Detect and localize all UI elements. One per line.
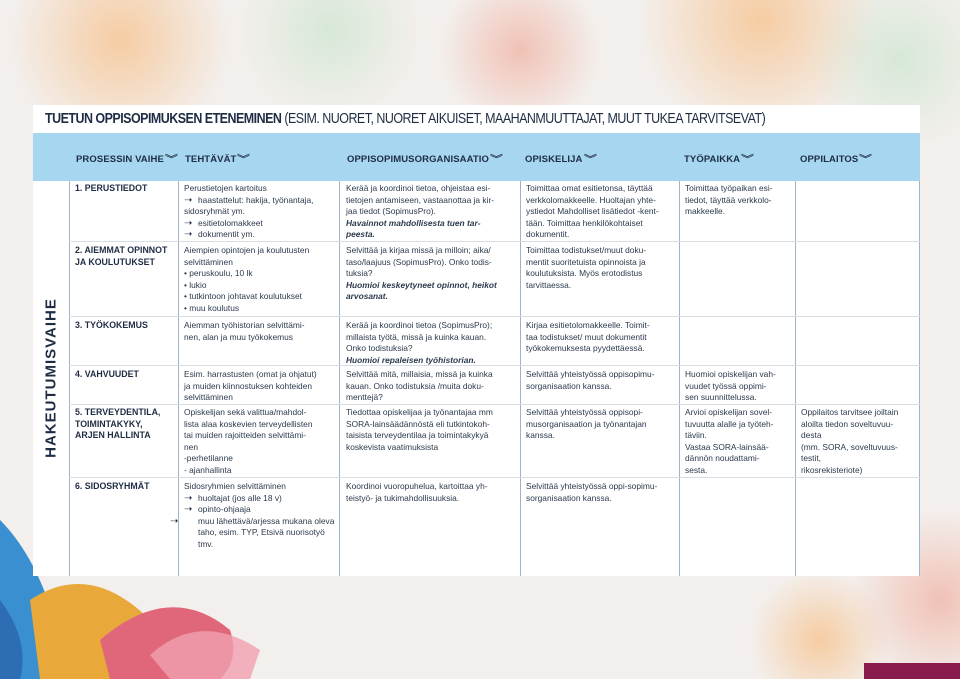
student-cell: Selvittää yhteistyössä oppisopi- musorganisaation ja työnantajan kanssa.: [526, 407, 647, 441]
org-cell: Selvittää ja kirjaa missä ja milloin; aika/ taso/laajuus (SopimusPro). Onko todis- tuksia? Huomioi keskeytyneet opinnot, heikot arvosanat.: [346, 245, 497, 302]
org-cell: Tiedottaa opiskelijaa ja työnantajaa mm SORA-lainsäädännöstä eli tutkintokoh- taisista terveydentilaa ja toimintakykyä koskevista vaatimuksista: [346, 407, 493, 452]
phase-label: 4. VAHVUUDET: [75, 369, 139, 379]
tasks-cell: Perustietojen kartoitus ➝ haastattelut: hakija, työnantaja, sidosryhmät ym. ➝ esitietolomakkeet ➝ dokumentit ym.: [184, 183, 314, 241]
chevron-down-icon: ︾: [490, 154, 503, 164]
arrow-right-icon: ➝: [184, 492, 193, 504]
org-cell: Selvittää mitä, millaisia, missä ja kuinka kauan. Onko todistuksia /muita doku- menttejä?: [346, 369, 493, 403]
header-process-phase: PROSESSIN VAIHE︾: [76, 154, 178, 165]
table-header: [33, 133, 920, 181]
tasks-cell: Esim. harrastusten (omat ja ohjatut) ja muiden kiinnostuksen kohteiden selvittäminen: [184, 369, 317, 403]
header-tasks: TEHTÄVÄT︾: [185, 154, 251, 165]
header-apprenticeship-org: OPPISOPIMUSORGANISAATIO︾: [347, 154, 503, 165]
accent-bar: [864, 663, 960, 679]
row-divider: [69, 241, 920, 242]
header-workplace: TYÖPAIKKA︾: [684, 154, 755, 165]
chevron-down-icon: ︾: [583, 154, 597, 164]
row-divider: [69, 477, 920, 478]
arrow-right-icon: ➝: [184, 194, 193, 206]
chevron-down-icon: ︾: [859, 154, 873, 164]
tasks-cell: Opiskelijan sekä valittua/mahdol- lista alaa koskevien terveydellisten tai muiden rajoitteiden selvittämi- nen -perhetilanne - ajanhallinta: [184, 407, 313, 475]
phase-label: 2. AIEMMAT OPINNOT JA KOULUTUKSET: [75, 245, 168, 267]
arrow-right-icon: ➝: [170, 515, 179, 527]
chevron-down-icon: ︾: [741, 154, 755, 164]
student-cell: Toimittaa todistukset/muut doku- mentit suoritetuista opinnoista ja koulutuksista. Myös erotodistus tarvittaessa.: [526, 245, 647, 290]
process-table-page: [33, 105, 920, 576]
row-divider: [69, 316, 920, 317]
tasks-cell: Sidosryhmien selvittäminen ➝ huoltajat (jos alle 18 v) ➝ opinto-ohjaaja ➝ muu lähettävä/arjessa mukana oleva taho, esim. TYP, Etsivä nuorisotyö tmv.: [170, 481, 335, 549]
workplace-cell: Huomioi opiskelijan vah- vuudet työssä oppimi- sen suunnittelussa.: [685, 369, 776, 403]
phase-label: 6. SIDOSRYHMÄT: [75, 481, 150, 491]
student-cell: Selvittää yhteistyössä oppi-sopimu- sorganisaation kanssa.: [526, 481, 658, 503]
phase-label: 1. PERUSTIEDOT: [75, 183, 148, 193]
phase-sidebar: [33, 181, 70, 576]
phase-label: 5. TERVEYDENTILA, TOIMINTAKYKY, ARJEN HALLINTA: [75, 407, 161, 441]
org-cell: Kerää ja koordinoi tietoa, ohjeistaa esi- tietojen antamiseen, vastaanottaa ja kir- jaa tiedot (SopimusPro). Havainnot mahdollisesta tuen tar- peesta.: [346, 183, 495, 240]
sidebar-label: HAKEUTUMISVAIHE: [42, 298, 60, 458]
page-title: TUETUN OPPISOPIMUKSEN ETENEMINEN (ESIM. NUORET, NUORET AIKUISET, MAAHANMUUTTAJAT, MUUT TUKEA TARVITSEVAT): [45, 111, 766, 127]
header-student: OPISKELIJA︾: [525, 154, 597, 165]
arrow-right-icon: ➝: [184, 504, 193, 516]
row-divider: [69, 365, 920, 366]
school-cell: Oppilaitos tarvitsee joiltain aloilta tiedon soveltuvuu- desta (mm. SORA, soveltuvuus- testit, rikosrekisteriote): [801, 407, 899, 475]
org-cell: Koordinoi vuoropuhelua, kartoittaa yh- teistyö- ja tukimahdollisuuksia.: [346, 481, 488, 503]
student-cell: Selvittää yhteistyössä oppisopimu- sorganisaation kanssa.: [526, 369, 655, 391]
student-cell: Kirjaa esitietolomakkeelle. Toimit- taa todistukset/ muut dokumentit työkokemuksesta pyydettäessä.: [526, 320, 650, 354]
chevron-down-icon: ︾: [165, 154, 178, 164]
student-cell: Toimittaa omat esitietonsa, täyttää verkkolomakkeelle. Huoltajan yhte- ystiedot Mahdolliset lisätiedot -kent- tään. Toimittaa henkilökohtaiset dokumentit.: [526, 183, 659, 240]
arrow-right-icon: ➝: [184, 229, 193, 241]
phase-label: 3. TYÖKOKEMUS: [75, 320, 148, 330]
tasks-cell: Aiemman työhistorian selvittämi- nen, alan ja muu työkokemus: [184, 320, 305, 342]
org-cell: Kerää ja koordinoi tietoa (SopimusPro); millaista työtä, missä ja kuinka kauan. Onko todistuksia? Huomioi repaleisen työhistorian.: [346, 320, 493, 365]
workplace-cell: Arvioi opiskelijan sovel- tuvuutta alalle ja työteh- täviin. Vastaa SORA-lainsää- dännön noudattami- sesta.: [685, 407, 774, 475]
workplace-cell: Toimittaa työpaikan esi- tiedot, täyttää verkkolo- makkeelle.: [685, 183, 773, 217]
header-school: OPPILAITOS︾: [800, 154, 873, 165]
row-divider: [69, 404, 920, 405]
chevron-down-icon: ︾: [237, 154, 251, 164]
arrow-right-icon: ➝: [184, 217, 193, 229]
tasks-cell: Aiempien opintojen ja koulutusten selvittäminen • peruskoulu, 10 lk • lukio • tutkintoon johtavat koulutukset • muu koulutus: [184, 245, 310, 313]
